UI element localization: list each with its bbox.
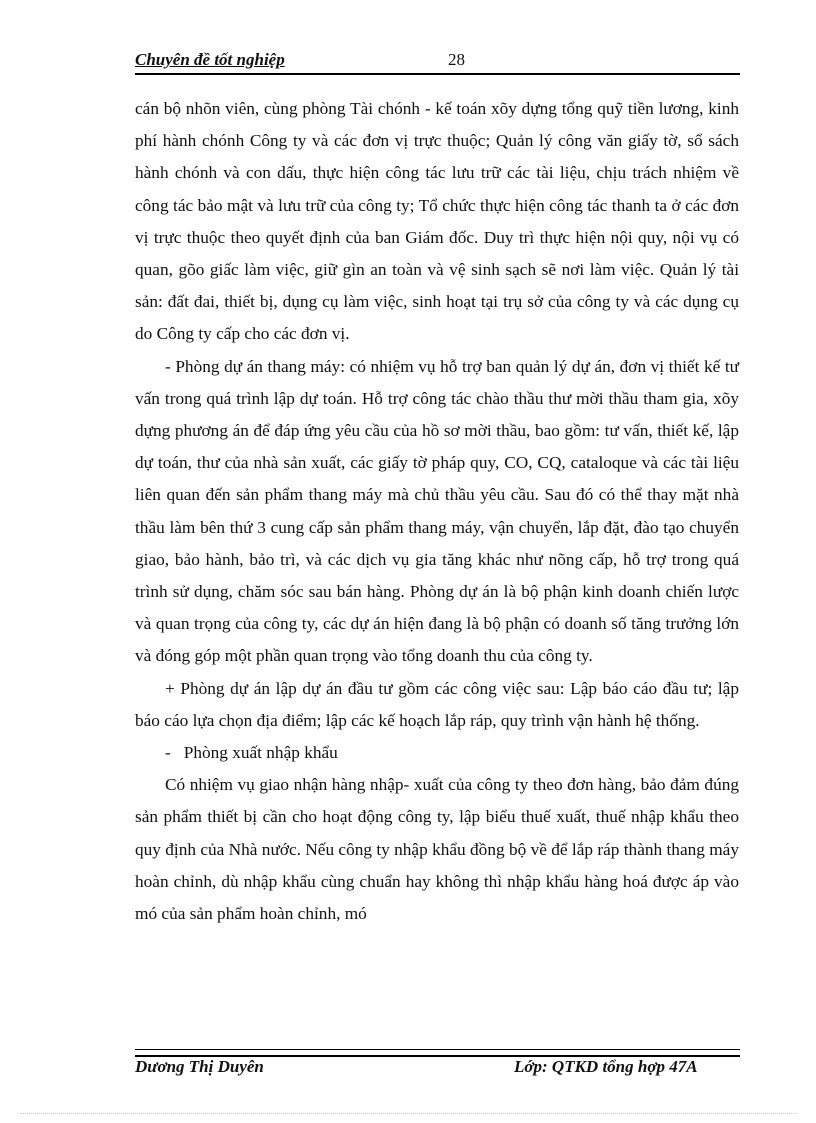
footer-divider	[135, 1049, 740, 1057]
footer-class: Lớp: QTKD tổng hợp 47A	[514, 1057, 698, 1076]
paragraph-3: + Phòng dự án lập dự án đầu tư gồm các công việc sau: Lập báo cáo đầu tư; lập báo cáo lựa chọn địa điểm; lập các kế hoạch lắp ráp, quy trình vận hành hệ thống.	[135, 678, 739, 730]
document-title: Chuyên đề tốt nghiệp	[135, 50, 285, 69]
document-body	[135, 93, 739, 930]
footer-author: Dương Thị Duyên	[135, 1057, 264, 1076]
page-edge-divider	[20, 1113, 796, 1114]
paragraph-1: cán bộ nhõn viên, cùng phòng Tài chónh - kế toán xõy dựng tổng quỹ tiền lương, kinh phí hành chónh Công ty và các đơn vị trực thuộc; Quản lý công văn giấy tờ, sổ sách hành chónh và con dấu, thực hiện công tác lưu trữ các tài liệu, chịu trách nhiệm về công tác bảo mật và lưu trữ của công ty; Tổ chức thực hiện công tác thanh ta ở các đơn vị trực thuộc theo quyết định của ban Giám đốc. Duy trì thực hiện nội quy, nội vụ có quan, gõo giấc làm việc, giữ gìn an toàn và vệ sinh sạch sẽ nơi làm việc. Quản lý tài sản: đất đai, thiết bị, dụng cụ làm việc, sinh hoạt tại trụ sở của công ty và các dụng cụ do Công ty cấp cho các đơn vị.	[135, 99, 739, 344]
paragraph-2: - Phòng dự án thang máy: có nhiệm vụ hỗ trợ ban quản lý dự án, đơn vị thiết kế tư vấn trong quá trình lập dự toán. Hỗ trợ công tác chào thầu thư mời thầu tham gia, xõy dựng phương án để đáp ứng yêu cầu của hồ sơ mời thầu, bao gồm: tư vấn, thiết kế, lập dự toán, thư của nhà sản xuất, các giấy tờ pháp quy, CO, CQ, cataloque và các tài liệu liên quan đến sản phẩm thang máy mà chủ thầu yêu cầu. Sau đó có thể thay mặt nhà thầu làm bên thứ 3 cung cấp sản phẩm thang máy, vận chuyển, lắp đặt, đào tạo chuyển giao, bảo hành, bảo trì, và các dịch vụ gia tăng khác như nõng cấp, hỗ trợ trong quá trình sử dụng, chăm sóc sau bán hàng. Phòng dự án là bộ phận kinh doanh chiến lược và quan trọng của công ty, các dự án hiện đang là bộ phận có doanh số tăng trưởng lớn và đóng góp một phần quan trọng vào tổng doanh thu của công ty.	[135, 356, 739, 666]
page-number: 28	[448, 50, 465, 69]
section-heading: - Phòng xuất nhập khẩu	[165, 743, 338, 763]
page-header	[135, 47, 740, 75]
paragraph-5: Có nhiệm vụ giao nhận hàng nhập- xuất của công ty theo đơn hàng, bảo đảm đúng sản phẩm thiết bị cần cho hoạt động công ty, lập biểu thuế xuất, thuế nhập khẩu theo quy định của Nhà nước. Nếu công ty nhập khẩu đồng bộ về để lắp ráp thành thang máy hoàn chỉnh, dù nhập khẩu cùng chuẩn hay không thì nhập khẩu hàng hoá được áp vào mó của sản phẩm hoàn chỉnh, mó	[135, 775, 739, 924]
